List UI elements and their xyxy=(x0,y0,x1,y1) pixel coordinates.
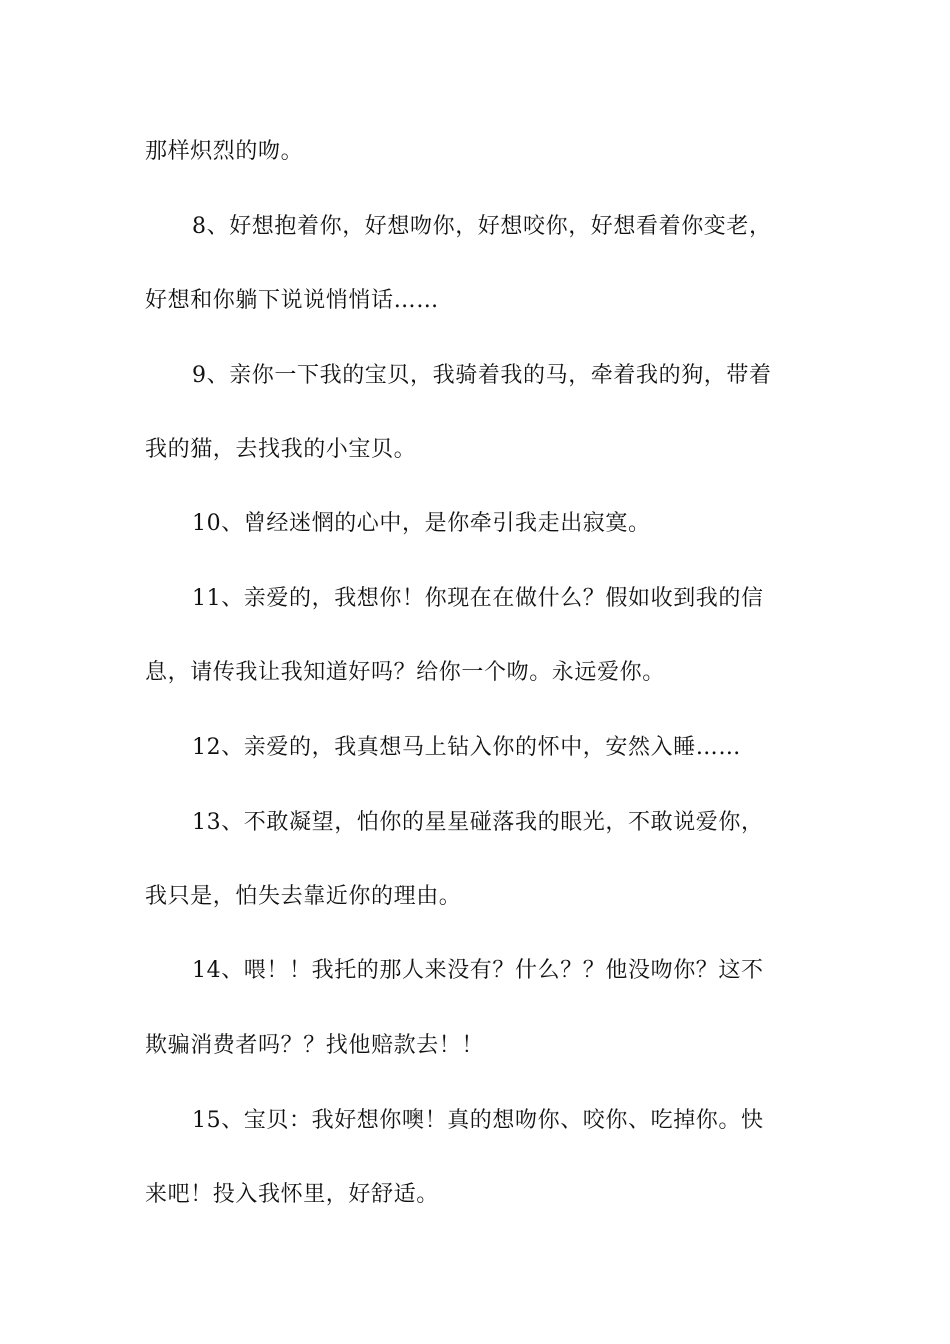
paragraph-10-line-1: 10、曾经迷惘的心中，是你牵引我走出寂寞。 xyxy=(192,511,651,536)
paragraph-12-line-1: 12、亲爱的，我真想马上钻入你的怀中，安然入睡…… xyxy=(192,735,741,760)
paragraph-8-line-1: 8、好想抱着你，好想吻你，好想咬你，好想看着你变老， xyxy=(192,214,772,239)
paragraph-14-line-2: 欺骗消费者吗？？找他赔款去！！ xyxy=(145,1033,485,1058)
paragraph-15-line-1: 15、宝贝：我好想你噢！真的想吻你、咬你、吃掉你。快 xyxy=(192,1108,764,1133)
paragraph-9-line-2: 我的猫，去找我的小宝贝。 xyxy=(145,437,417,462)
paragraph-11-line-1: 11、亲爱的，我想你！你现在在做什么？假如收到我的信 xyxy=(192,586,764,611)
paragraph-11-line-2: 息，请传我让我知道好吗？给你一个吻。永远爱你。 xyxy=(145,660,665,685)
paragraph-15-line-2: 来吧！投入我怀里，好舒适。 xyxy=(145,1182,439,1207)
paragraph-13-line-1: 13、不敢凝望，怕你的星星碰落我的眼光，不敢说爱你， xyxy=(192,810,764,835)
paragraph-9-line-1: 9、亲你一下我的宝贝，我骑着我的马，牵着我的狗，带着 xyxy=(192,363,772,388)
paragraph-14-line-1: 14、喂！！我托的那人来没有？什么？？他没吻你？这不 xyxy=(192,958,764,983)
paragraph-13-line-2: 我只是，怕失去靠近你的理由。 xyxy=(145,884,462,909)
paragraph-8-line-2: 好想和你躺下说说悄悄话…… xyxy=(145,288,439,313)
text-line-continuation: 那样炽烈的吻。 xyxy=(145,139,304,164)
